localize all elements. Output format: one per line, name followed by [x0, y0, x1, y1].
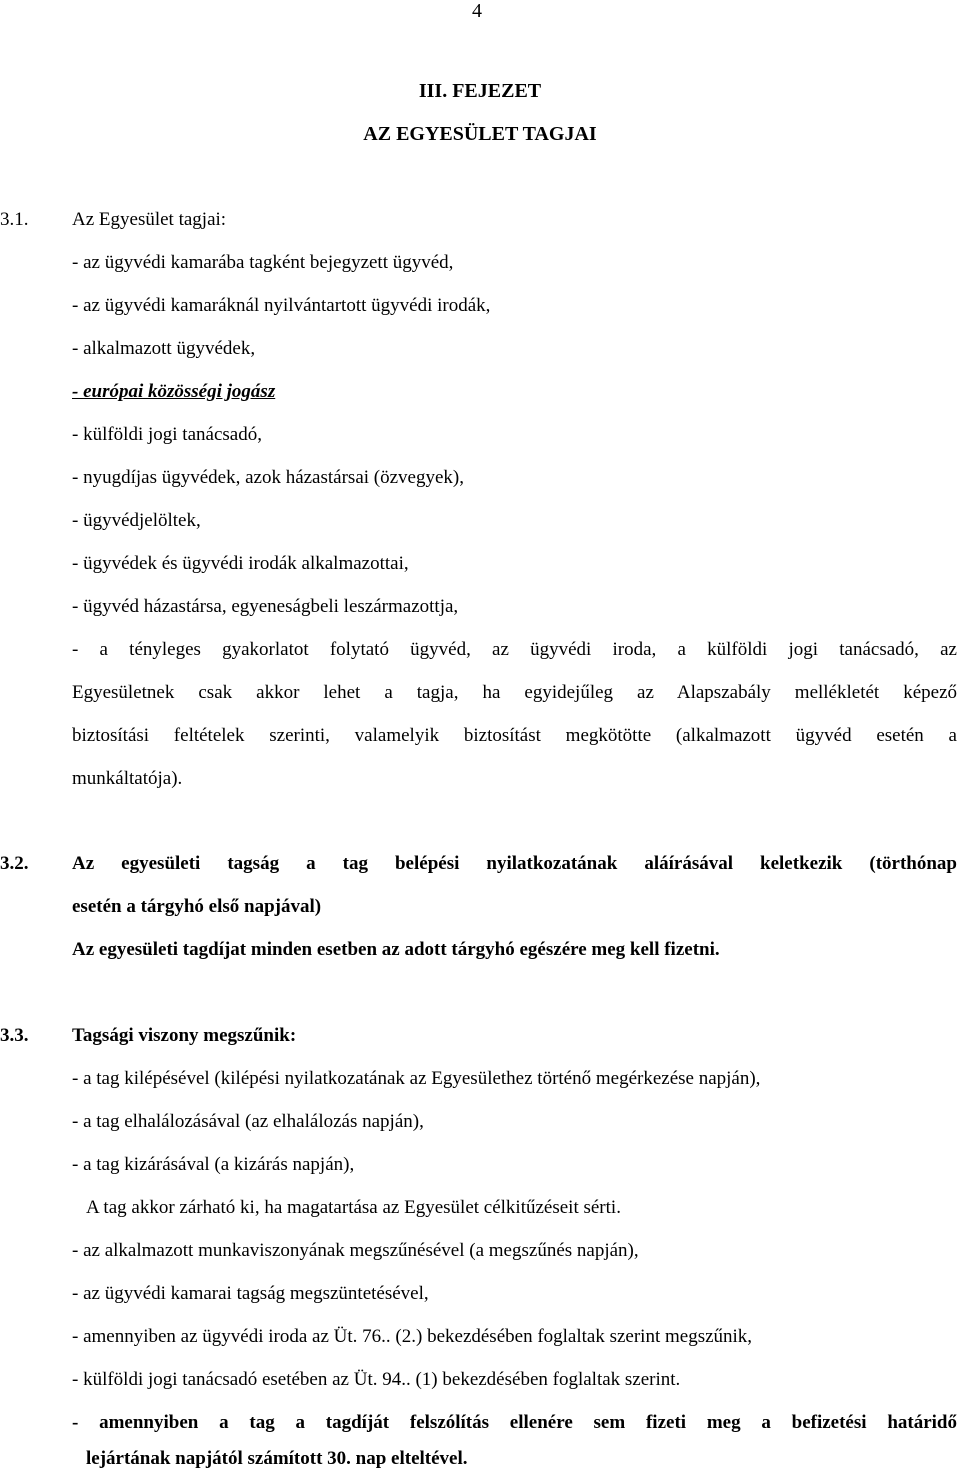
- list-item: - ügyvédjelöltek,: [72, 510, 201, 531]
- list-item: - ügyvéd házastársa, egyeneságbeli leszármazottja,: [72, 596, 459, 617]
- chapter-subtitle: AZ EGYESÜLET TAGJAI: [363, 123, 597, 145]
- list-item: - alkalmazott ügyvédek,: [72, 338, 256, 359]
- list-item-emphasized: - európai közösségi jogász: [72, 381, 276, 402]
- list-note: A tag akkor zárható ki, ha magatartása az Egyesület célkitűzéseit sérti.: [86, 1197, 621, 1218]
- section-text-3-2: Az egyesületi tagdíjat minden esetben az adott tárgyhó egészére meg kell fizetni.: [72, 939, 720, 960]
- section-number-3-1: 3.1.: [0, 209, 29, 230]
- section-number-3-3: 3.3.: [0, 1025, 29, 1046]
- chapter-title: III. FEJEZET: [418, 80, 542, 102]
- section-number-3-2: 3.2.: [0, 853, 29, 874]
- page-number: 4: [472, 0, 482, 22]
- section-heading-3-3: Tagsági viszony megszűnik:: [72, 1025, 297, 1046]
- paragraph-line: biztosítási feltételek szerinti, valamelyik biztosítást megkötötte (alkalmazott ügyvéd esetén a: [72, 725, 957, 746]
- list-item: - nyugdíjas ügyvédek, azok házastársai (özvegyek),: [72, 467, 464, 488]
- section-heading-3-1: Az Egyesület tagjai:: [72, 209, 227, 230]
- list-item: - a tag kilépésével (kilépési nyilatkozatának az Egyesülethez történő megérkezése napján),: [72, 1068, 761, 1089]
- list-item: - külföldi jogi tanácsadó,: [72, 424, 262, 445]
- list-item: - az ügyvédi kamaráknál nyilvántartott ügyvédi irodák,: [72, 295, 491, 316]
- list-item: - külföldi jogi tanácsadó esetében az Üt. 94.. (1) bekezdésében foglaltak szerint.: [72, 1369, 681, 1390]
- paragraph-line: Egyesületnek csak akkor lehet a tagja, ha egyidejűleg az Alapszabály mellékletét képező: [72, 682, 957, 703]
- list-item: - az ügyvédi kamarába tagként bejegyzett ügyvéd,: [72, 252, 454, 273]
- list-item-bold: - amennyiben a tag a tagdíját felszólítás ellenére sem fizeti meg a befizetési határidő: [72, 1412, 957, 1433]
- list-item: - amennyiben az ügyvédi iroda az Üt. 76.. (2.) bekezdésében foglaltak szerint megszűnik,: [72, 1326, 753, 1347]
- section-text-3-2: esetén a tárgyhó első napjával): [72, 896, 322, 917]
- list-item: - a tag elhalálozásával (az elhalálozás napján),: [72, 1111, 424, 1132]
- section-text-3-2: Az egyesületi tagság a tag belépési nyilatkozatának aláírásával keletkezik (törthónap: [72, 853, 957, 874]
- list-item: - ügyvédek és ügyvédi irodák alkalmazottai,: [72, 553, 409, 574]
- list-item: - a tag kizárásával (a kizárás napján),: [72, 1154, 355, 1175]
- list-item: - az alkalmazott munkaviszonyának megszűnésével (a megszűnés napján),: [72, 1240, 639, 1261]
- paragraph-line: - a tényleges gyakorlatot folytató ügyvéd, az ügyvédi iroda, a külföldi jogi tanácsadó, az: [72, 639, 957, 660]
- paragraph-line: munkáltatója).: [72, 768, 183, 789]
- list-item: - az ügyvédi kamarai tagság megszüntetésével,: [72, 1283, 429, 1304]
- list-item-bold: lejártának napjától számított 30. nap elteltével.: [86, 1448, 468, 1469]
